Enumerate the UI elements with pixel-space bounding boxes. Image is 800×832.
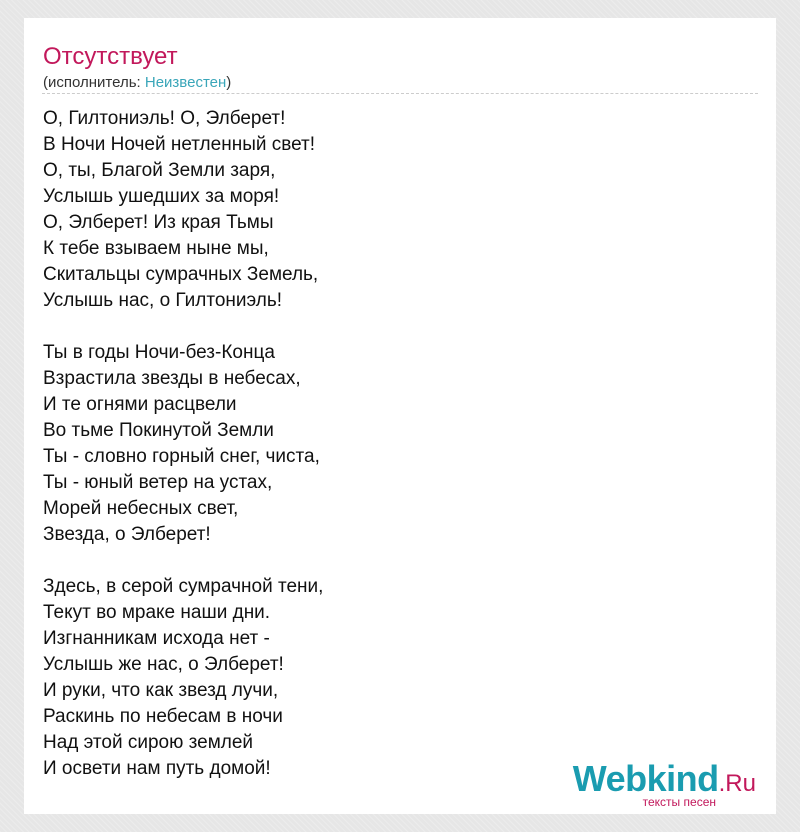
lyric-line: К тебе взываем ныне мы, [43, 238, 269, 259]
performer-suffix: ) [226, 74, 232, 91]
lyric-line: Раскинь по небесам в ночи [43, 706, 283, 727]
logo-main-text: Webkind [572, 758, 719, 799]
performer-line [43, 74, 231, 92]
logo-tld: .Ru [718, 770, 756, 797]
lyric-line: Взрастила звезды в небесах, [43, 368, 301, 389]
stanza [43, 106, 323, 314]
stanza [43, 574, 323, 782]
lyric-line: Изгнанникам исхода нет - [43, 628, 270, 649]
lyric-line: Над этой сирою землей [43, 732, 254, 753]
lyric-line: Ты в годы Ночи-без-Конца [43, 342, 275, 363]
lyric-line: Текут во мраке наши дни. [43, 602, 271, 623]
lyric-line: Здесь, в серой сумрачной тени, [43, 576, 324, 597]
header-divider [42, 93, 758, 94]
lyric-line: О, Гилтониэль! О, Элберет! [43, 108, 286, 129]
lyric-line: Ты - юный ветер на устах, [43, 472, 273, 493]
lyric-line: Услышь нас, о Гилтониэль! [43, 290, 283, 311]
lyric-line: О, ты, Благой Земли заря, [43, 160, 276, 181]
performer-prefix: (исполнитель: [43, 74, 145, 91]
lyric-line: И освети нам путь домой! [43, 758, 271, 779]
lyric-line: О, Элберет! Из края Тьмы [43, 212, 274, 233]
lyric-line: И руки, что как звезд лучи, [43, 680, 279, 701]
logo-tagline: тексты песен [642, 795, 716, 809]
lyrics-card [24, 18, 776, 814]
lyric-line: Скитальцы сумрачных Земель, [43, 264, 319, 285]
lyric-line: Морей небесных свет, [43, 498, 239, 519]
lyric-line: Услышь же нас, о Элберет! [43, 654, 284, 675]
lyric-line: Ты - словно горный снег, чиста, [43, 446, 320, 467]
lyric-line: В Ночи Ночей нетленный свет! [43, 134, 316, 155]
stanza [43, 340, 323, 548]
lyric-line: Услышь ушедших за моря! [43, 186, 280, 207]
webkind-logo[interactable] [566, 760, 756, 812]
lyrics-body [43, 106, 323, 782]
lyric-line: И те огнями расцвели [43, 394, 237, 415]
performer-link[interactable]: Неизвестен [144, 74, 227, 91]
lyric-line: Звезда, о Элберет! [43, 524, 211, 545]
lyric-line: Во тьме Покинутой Земли [43, 420, 274, 441]
song-title: Отсутствует [43, 43, 178, 70]
